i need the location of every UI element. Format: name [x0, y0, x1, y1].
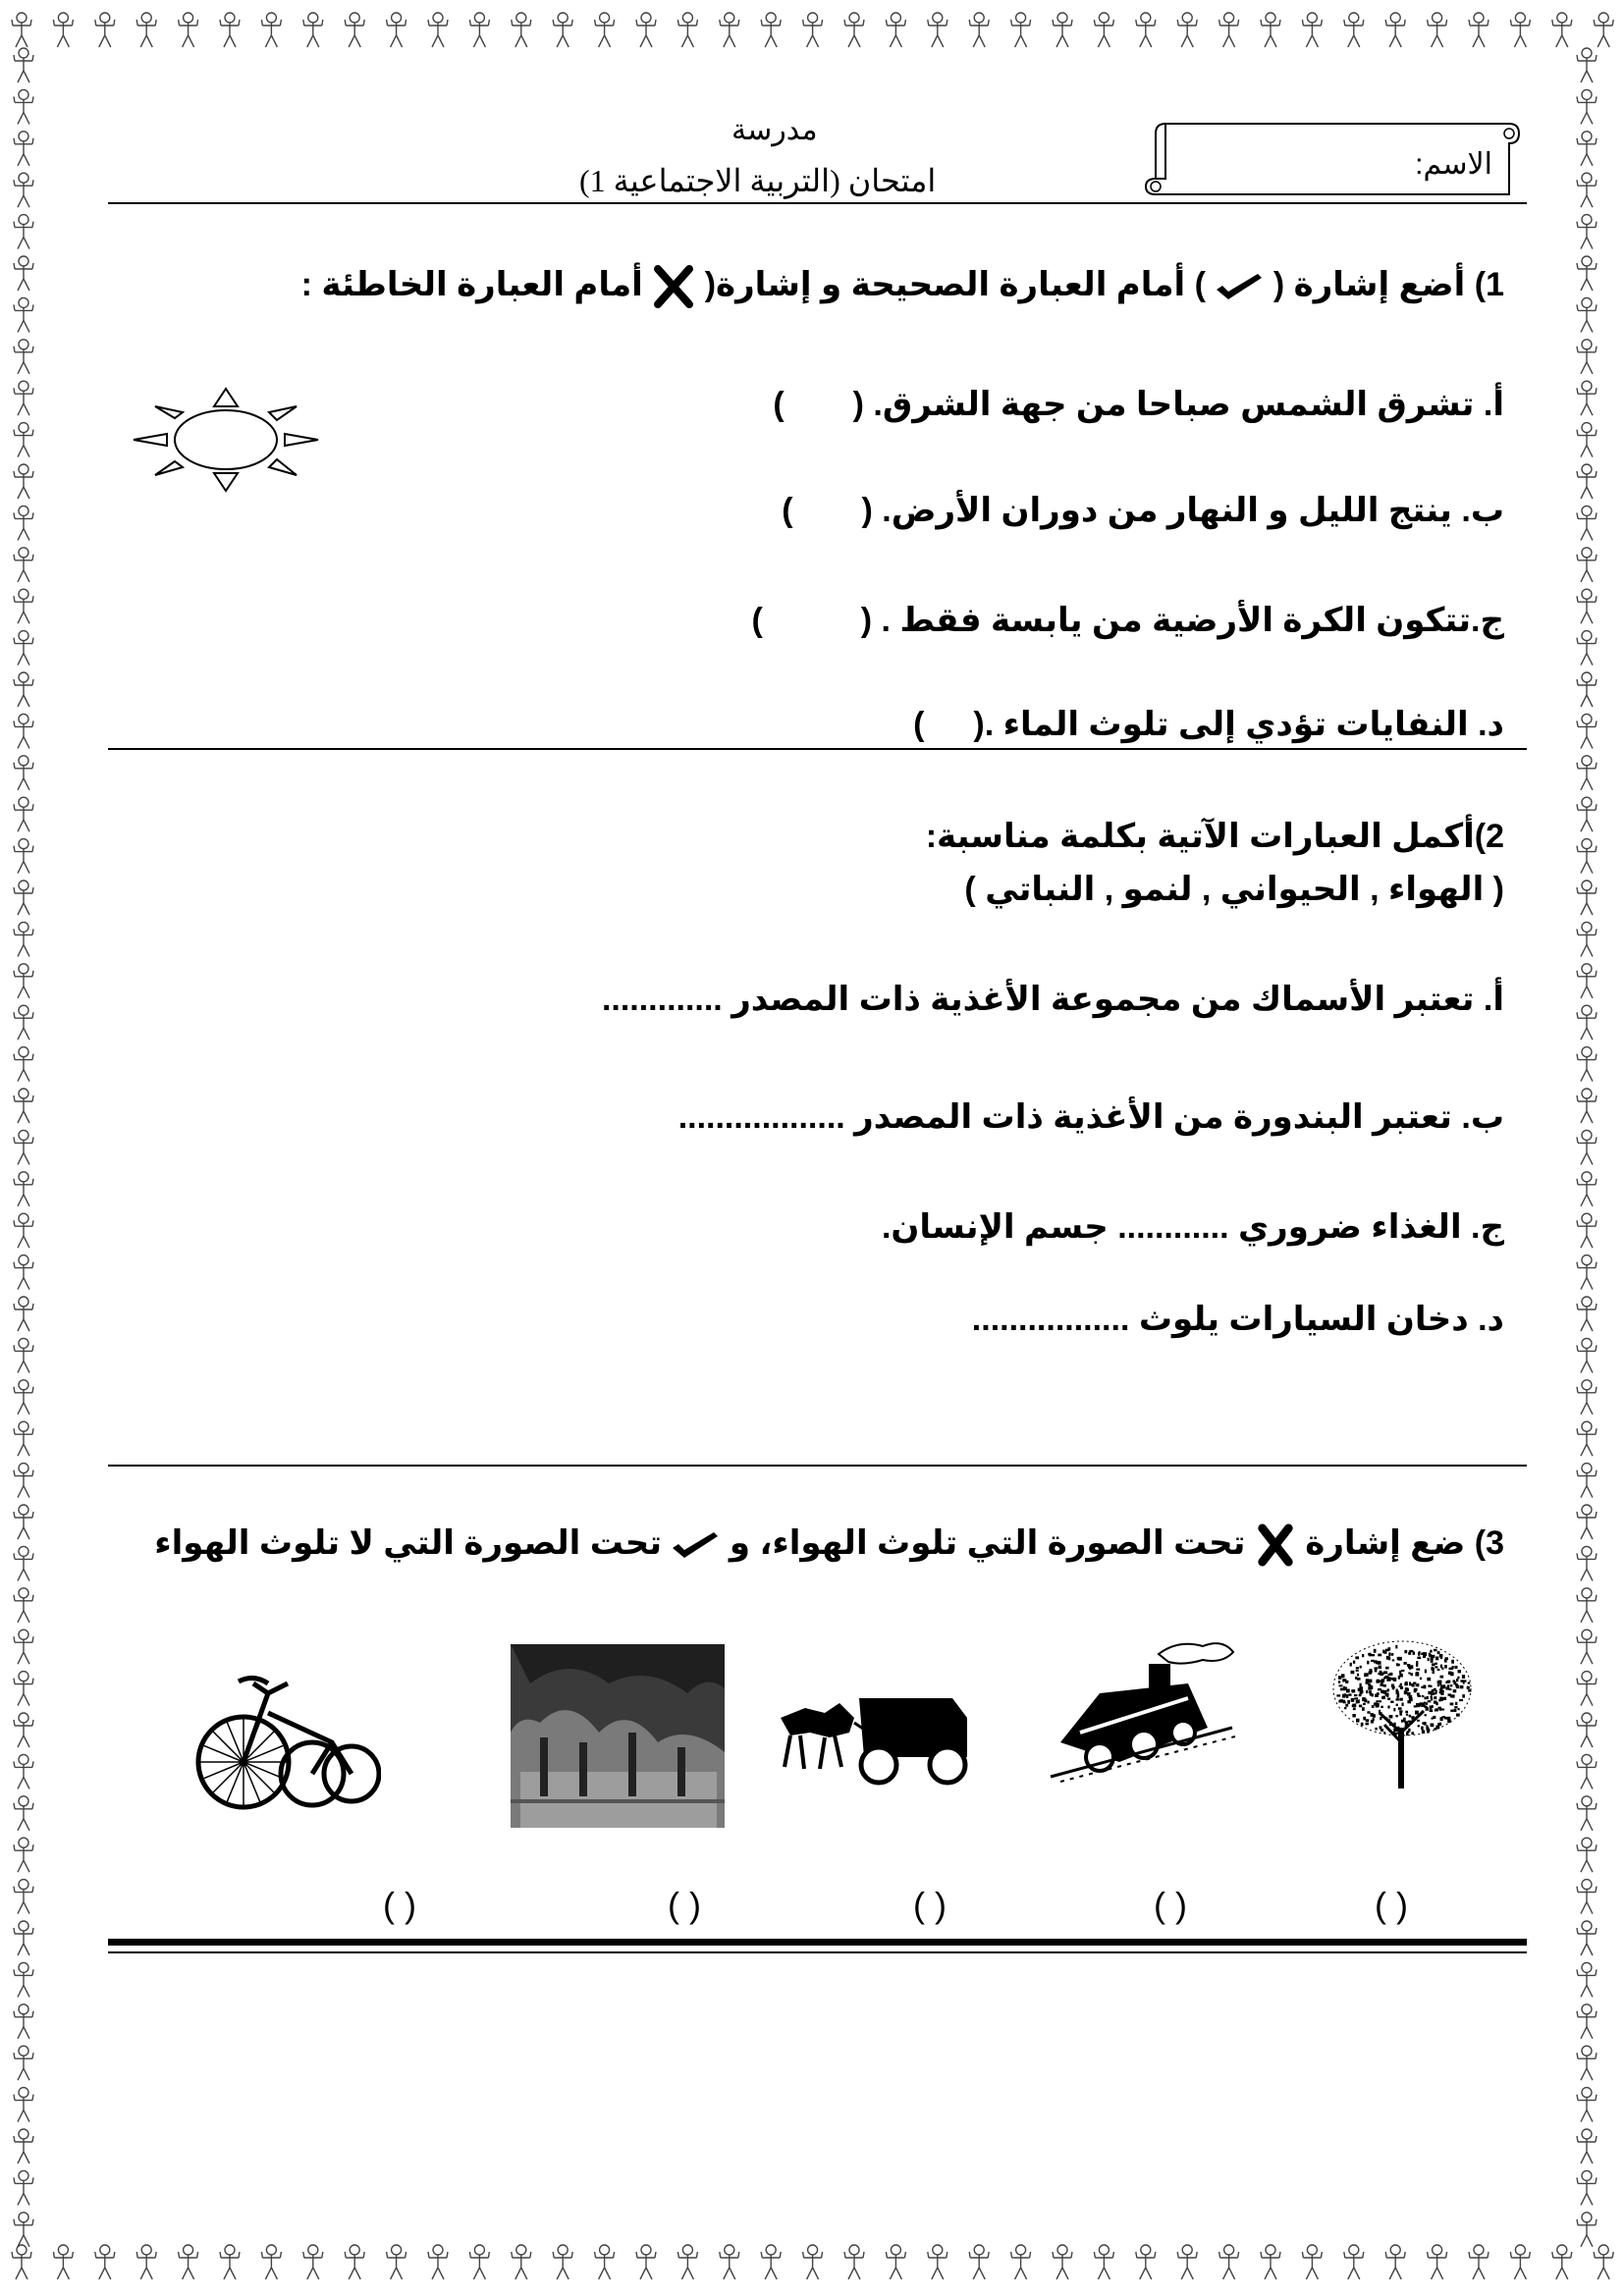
border-figure-icon	[1577, 1172, 1597, 1206]
border-figure-icon	[387, 2245, 406, 2279]
border-figure-icon	[14, 1796, 33, 1831]
border-figure-icon	[14, 839, 33, 874]
border-figure-icon	[1577, 2004, 1597, 2039]
border-figure-icon	[14, 1962, 33, 1997]
border-figure-icon	[14, 297, 33, 332]
border-figure-icon	[387, 13, 406, 47]
border-figure-icon	[14, 2170, 33, 2205]
border-figure-icon	[14, 1505, 33, 1539]
q2-word-bank: ( الهواء , الحيواني , لنمو , النباتي )	[964, 871, 1504, 908]
border-figure-icon	[14, 672, 33, 707]
border-figure-icon	[1577, 1005, 1597, 1040]
border-figure-icon	[761, 13, 781, 47]
carriage-icon	[771, 1679, 972, 1787]
border-figure-icon	[1577, 797, 1597, 831]
border-figure-icon	[1577, 922, 1597, 956]
border-figure-icon	[1510, 2245, 1530, 2279]
bottom-rule-thick	[108, 1939, 1527, 1946]
border-figure-icon	[928, 2245, 947, 2279]
border-figure-icon	[1385, 2245, 1405, 2279]
border-figure-icon	[14, 256, 33, 291]
border-figure-icon	[1577, 2213, 1597, 2247]
border-figure-icon	[14, 1672, 33, 1706]
q3-instruction-part1: 3) ضع إشارة	[1305, 1524, 1504, 1562]
border-figure-icon	[14, 1213, 33, 1248]
border-figure-icon	[14, 964, 33, 998]
border-figure-icon	[179, 2245, 198, 2279]
border-figure-icon	[886, 13, 905, 47]
border-figure-icon	[1577, 215, 1597, 249]
border-figure-icon	[1577, 1380, 1597, 1415]
border-figure-icon	[1053, 13, 1072, 47]
border-figure-icon	[1094, 13, 1113, 47]
border-figure-icon	[220, 2245, 240, 2279]
border-figure-icon	[14, 1297, 33, 1331]
border-figure-icon	[1577, 1255, 1597, 1290]
border-figure-icon	[14, 464, 33, 499]
border-figure-icon	[14, 1713, 33, 1747]
border-figure-icon	[1469, 2245, 1489, 2279]
border-figure-icon	[14, 1380, 33, 1415]
q1-item-b: ب. ينتج الليل و النهار من دوران الأرض. ()	[782, 492, 1504, 529]
border-figure-icon	[553, 2245, 572, 2279]
right-border	[1569, 0, 1618, 2296]
border-figure-icon	[220, 13, 240, 47]
border-figure-icon	[1577, 1796, 1597, 1831]
name-label: الاسم:	[1415, 148, 1492, 181]
border-figure-icon	[1177, 2245, 1197, 2279]
border-figure-icon	[1577, 1880, 1597, 1914]
q2-item-d: د. دخان السيارات يلوث .................	[971, 1301, 1504, 1338]
border-figure-icon	[928, 13, 947, 47]
border-figure-icon	[14, 48, 33, 82]
border-figure-icon	[1577, 1089, 1597, 1123]
train-icon	[1041, 1634, 1237, 1787]
border-figure-icon	[1344, 13, 1364, 47]
border-figure-icon	[1577, 1338, 1597, 1372]
border-figure-icon	[1428, 13, 1447, 47]
border-figure-icon	[261, 13, 281, 47]
border-figure-icon	[14, 2213, 33, 2247]
border-figure-icon	[14, 756, 33, 790]
border-figure-icon	[14, 1880, 33, 1914]
border-figure-icon	[844, 2245, 864, 2279]
border-figure-icon	[1577, 423, 1597, 457]
border-figure-icon	[14, 1546, 33, 1580]
border-figure-icon	[1577, 1713, 1597, 1747]
border-figure-icon	[1219, 2245, 1239, 2279]
q1-instruction-part3: أمام العبارة الخاطئة :	[300, 266, 643, 303]
border-figure-icon	[1577, 256, 1597, 291]
school-label: مدرسة	[731, 114, 818, 146]
border-figure-icon	[179, 13, 198, 47]
border-figure-icon	[677, 13, 697, 47]
border-figure-icon	[14, 89, 33, 124]
border-figure-icon	[345, 13, 364, 47]
border-figure-icon	[1577, 1464, 1597, 1498]
border-figure-icon	[1344, 2245, 1364, 2279]
border-figure-icon	[1011, 13, 1031, 47]
border-figure-icon	[14, 173, 33, 207]
border-figure-icon	[1136, 13, 1156, 47]
q2-item-b: ب. تعتبر البندورة من الأغذية ذات المصدر ..................	[677, 1098, 1504, 1136]
q1-divider	[108, 748, 1527, 750]
border-figure-icon	[1577, 381, 1597, 415]
border-figure-icon	[595, 13, 615, 47]
border-figure-icon	[345, 2245, 364, 2279]
border-figure-icon	[1577, 173, 1597, 207]
border-figure-icon	[95, 2245, 115, 2279]
border-figure-icon	[303, 13, 323, 47]
border-figure-icon	[14, 797, 33, 831]
border-figure-icon	[1577, 2129, 1597, 2163]
q2-item-a: أ. تعتبر الأسماك من مجموعة الأغذية ذات المصدر .............	[601, 981, 1504, 1018]
border-figure-icon	[14, 2088, 33, 2122]
border-figure-icon	[1577, 756, 1597, 790]
border-figure-icon	[1385, 13, 1405, 47]
border-figure-icon	[14, 2046, 33, 2080]
border-figure-icon	[14, 1047, 33, 1082]
q2-item-c: ج. الغذاء ضروري ............ جسم الإنسان.	[881, 1208, 1504, 1246]
sun-icon	[128, 385, 324, 495]
border-figure-icon	[14, 2129, 33, 2163]
border-figure-icon	[1577, 464, 1597, 499]
border-figure-icon	[14, 506, 33, 540]
border-figure-icon	[1094, 2245, 1113, 2279]
border-figure-icon	[1577, 1546, 1597, 1580]
border-figure-icon	[1577, 1421, 1597, 1456]
border-figure-icon	[969, 2245, 989, 2279]
border-figure-icon	[14, 423, 33, 457]
border-figure-icon	[1011, 2245, 1031, 2279]
border-figure-icon	[14, 1255, 33, 1290]
answer-blank-train[interactable]: ( )	[1154, 1885, 1187, 1925]
border-figure-icon	[14, 340, 33, 374]
border-figure-icon	[1577, 1962, 1597, 1997]
border-figure-icon	[1510, 13, 1530, 47]
border-figure-icon	[1053, 2245, 1072, 2279]
border-figure-icon	[53, 2245, 73, 2279]
border-figure-icon	[14, 215, 33, 249]
border-figure-icon	[1577, 1297, 1597, 1331]
border-figure-icon	[14, 881, 33, 915]
cross-icon	[652, 265, 695, 308]
border-figure-icon	[1261, 2245, 1280, 2279]
border-figure-icon	[14, 714, 33, 748]
border-figure-icon	[512, 13, 531, 47]
border-figure-icon	[1577, 714, 1597, 748]
border-figure-icon	[1302, 2245, 1322, 2279]
border-figure-icon	[1577, 2046, 1597, 2080]
border-figure-icon	[720, 2245, 739, 2279]
border-figure-icon	[1577, 2170, 1597, 2205]
border-figure-icon	[1577, 1629, 1597, 1664]
border-figure-icon	[14, 132, 33, 166]
border-figure-icon	[14, 381, 33, 415]
bicycle-icon	[194, 1674, 381, 1816]
border-figure-icon	[1219, 13, 1239, 47]
border-figure-icon	[1577, 89, 1597, 124]
border-figure-icon	[428, 2245, 448, 2279]
q1-instruction	[301, 265, 1504, 308]
border-figure-icon	[14, 1588, 33, 1623]
border-figure-icon	[595, 2245, 615, 2279]
border-figure-icon	[14, 589, 33, 623]
border-figure-icon	[1577, 1921, 1597, 1955]
border-figure-icon	[14, 1338, 33, 1372]
border-figure-icon	[844, 13, 864, 47]
border-figure-icon	[14, 1089, 33, 1123]
q1-item-a: أ. تشرق الشمس صباحا من جهة الشرق. ()	[773, 386, 1504, 423]
border-figure-icon	[553, 13, 572, 47]
border-figure-icon	[14, 631, 33, 666]
border-figure-icon	[14, 1005, 33, 1040]
q1-instruction-part1: 1) أضع إشارة (	[1272, 266, 1504, 303]
border-figure-icon	[14, 1629, 33, 1664]
border-figure-icon	[428, 13, 448, 47]
border-figure-icon	[14, 1838, 33, 1872]
border-figure-icon	[1577, 631, 1597, 666]
border-figure-icon	[136, 13, 156, 47]
answer-blank-factory[interactable]: ( )	[668, 1885, 701, 1925]
border-figure-icon	[1577, 1672, 1597, 1706]
border-figure-icon	[1577, 839, 1597, 874]
bottom-border	[0, 2240, 1624, 2289]
border-figure-icon	[14, 1130, 33, 1164]
border-figure-icon	[1577, 589, 1597, 623]
q2-title: 2)أكمل العبارات الآتية بكلمة مناسبة:	[925, 818, 1504, 855]
border-figure-icon	[1577, 964, 1597, 998]
border-figure-icon	[1577, 506, 1597, 540]
border-figure-icon	[469, 2245, 489, 2279]
border-figure-icon	[803, 13, 823, 47]
border-figure-icon	[469, 13, 489, 47]
q3-instruction	[154, 1523, 1504, 1567]
top-border	[0, 8, 1624, 57]
border-figure-icon	[1577, 340, 1597, 374]
border-figure-icon	[677, 2245, 697, 2279]
border-figure-icon	[303, 2245, 323, 2279]
left-border	[6, 0, 55, 2296]
border-figure-icon	[1261, 13, 1280, 47]
border-figure-icon	[1577, 1838, 1597, 1872]
factory-icon	[511, 1644, 725, 1828]
border-figure-icon	[1302, 13, 1322, 47]
border-figure-icon	[14, 922, 33, 956]
border-figure-icon	[53, 13, 73, 47]
border-figure-icon	[886, 2245, 905, 2279]
border-figure-icon	[1428, 2245, 1447, 2279]
border-figure-icon	[720, 13, 739, 47]
border-figure-icon	[14, 2004, 33, 2039]
border-figure-icon	[1577, 1213, 1597, 1248]
header-divider	[108, 202, 1527, 204]
border-figure-icon	[1577, 881, 1597, 915]
border-figure-icon	[95, 13, 115, 47]
border-figure-icon	[512, 2245, 531, 2279]
q2-divider	[108, 1465, 1527, 1467]
border-figure-icon	[1577, 1505, 1597, 1539]
border-figure-icon	[14, 1172, 33, 1206]
border-figure-icon	[803, 2245, 823, 2279]
border-figure-icon	[1177, 13, 1197, 47]
border-figure-icon	[261, 2245, 281, 2279]
border-figure-icon	[1577, 1047, 1597, 1082]
answer-blank-bicycle[interactable]: ( )	[383, 1885, 416, 1925]
border-figure-icon	[14, 1754, 33, 1789]
exam-title: امتحان (التربية الاجتماعية 1)	[579, 163, 937, 198]
checkmark-icon	[671, 1530, 720, 1560]
q3-instruction-part2: تحت الصورة التي تلوث الهواء، و	[729, 1524, 1246, 1562]
cross-icon	[1255, 1523, 1296, 1567]
q1-item-d: د. النفايات تؤدي إلى تلوث الماء .()	[913, 706, 1504, 743]
border-figure-icon	[14, 1921, 33, 1955]
border-figure-icon	[1469, 13, 1489, 47]
border-figure-icon	[1577, 1130, 1597, 1164]
border-figure-icon	[1577, 1588, 1597, 1623]
border-figure-icon	[761, 2245, 781, 2279]
border-figure-icon	[1136, 2245, 1156, 2279]
border-figure-icon	[636, 13, 656, 47]
bottom-rule-thin	[108, 1951, 1527, 1953]
border-figure-icon	[1577, 1754, 1597, 1789]
tree-icon	[1326, 1634, 1478, 1791]
q1-instruction-part2: ) أمام العبارة الصحيحة و إشارة(	[704, 266, 1206, 303]
answer-blank-carriage[interactable]: ( )	[913, 1885, 947, 1925]
checkmark-icon	[1215, 272, 1264, 301]
border-figure-icon	[1577, 297, 1597, 332]
q3-instruction-part3: تحت الصورة التي لا تلوث الهواء	[154, 1524, 662, 1562]
border-figure-icon	[1577, 672, 1597, 707]
border-figure-icon	[14, 1421, 33, 1456]
border-figure-icon	[14, 548, 33, 582]
border-figure-icon	[14, 1464, 33, 1498]
answer-blank-tree[interactable]: ( )	[1375, 1885, 1408, 1925]
border-figure-icon	[1577, 48, 1597, 82]
border-figure-icon	[636, 2245, 656, 2279]
border-figure-icon	[969, 13, 989, 47]
border-figure-icon	[1577, 2088, 1597, 2122]
border-figure-icon	[1577, 548, 1597, 582]
q1-item-c: ج.تتكون الكرة الأرضية من يابسة فقط . ()	[751, 602, 1504, 639]
border-figure-icon	[136, 2245, 156, 2279]
border-figure-icon	[1577, 132, 1597, 166]
